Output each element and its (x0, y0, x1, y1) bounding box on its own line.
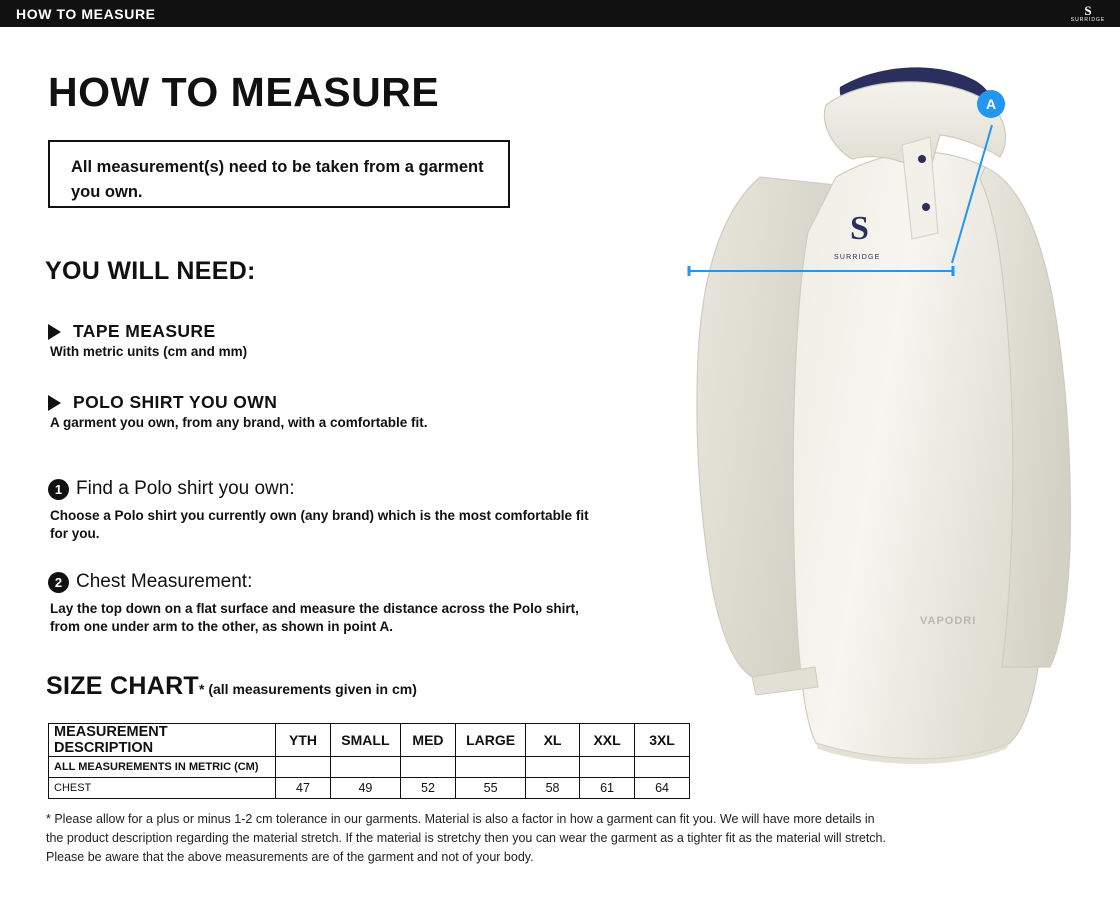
need-item-sub: A garment you own, from any brand, with a comfortable fit. (50, 415, 428, 430)
cell: 61 (580, 778, 635, 799)
callout-leader-line (900, 117, 996, 267)
step-body: Lay the top down on a flat surface and measure the distance across the Polo shirt, from one under arm to the other, as shown in point A. (50, 601, 579, 634)
cell (275, 757, 330, 778)
cell (526, 757, 580, 778)
column-header-3xl: 3XL (635, 724, 690, 757)
polo-shirt-illustration (640, 27, 1120, 913)
triangle-bullet-icon (48, 395, 61, 411)
svg-text:SURRIDGE: SURRIDGE (834, 254, 881, 261)
top-bar-title: HOW TO MEASURE (16, 6, 156, 22)
column-header-xxl: XXL (580, 724, 635, 757)
table-header-row (49, 724, 690, 757)
need-item-label: POLO SHIRT YOU OWN (73, 392, 278, 412)
column-header-small: SMALL (331, 724, 401, 757)
row-label: CHEST (49, 778, 276, 799)
cell: 49 (331, 778, 401, 799)
page-title: HOW TO MEASURE (48, 69, 440, 115)
footnote-text: * Please allow for a plus or minus 1-2 cm tolerance in our garments. Material is also a factor in how a garment can fit you. We will have more details in the product description regarding the material stretch. If the material is stretchy then you can wear the garment as a tighter fit as the material will stretch. Please be aware that the above measurements are of the garment and not of your body. (46, 812, 886, 864)
notice-box (48, 140, 510, 208)
step-heading: Chest Measurement: (76, 571, 253, 592)
cell: 55 (456, 778, 526, 799)
cell: 52 (400, 778, 455, 799)
size-chart-subtitle: * (all measurements given in cm) (199, 681, 417, 697)
step-heading: Find a Polo shirt you own: (76, 478, 295, 499)
column-header-yth: YTH (275, 724, 330, 757)
column-header-med: MED (400, 724, 455, 757)
product-image-panel (640, 27, 1120, 913)
table-row (49, 778, 690, 799)
size-chart-table (48, 723, 690, 799)
top-bar (0, 0, 1120, 27)
cell (331, 757, 401, 778)
step-body: Choose a Polo shirt you currently own (any brand) which is the most comfortable fit for you. (50, 508, 589, 541)
brand-wordmark: SURRIDGE (1070, 16, 1106, 23)
cell (456, 757, 526, 778)
step-number-badge: 2 (48, 572, 69, 593)
size-chart-heading (46, 672, 417, 701)
need-item-label: TAPE MEASURE (73, 321, 216, 341)
column-header-xl: XL (526, 724, 580, 757)
cell: 47 (275, 778, 330, 799)
triangle-bullet-icon (48, 324, 61, 340)
callout-badge-a: A (977, 90, 1005, 118)
cell: 58 (526, 778, 580, 799)
cell: 64 (635, 778, 690, 799)
chest-measurement-line (685, 266, 957, 276)
need-item-sub: With metric units (cm and mm) (50, 344, 248, 359)
table-row (49, 757, 690, 778)
step-number-badge: 1 (48, 479, 69, 500)
svg-text:S: S (850, 210, 869, 247)
brand-logo (1066, 2, 1110, 26)
brand-mark: S (1084, 2, 1092, 18)
cell (580, 757, 635, 778)
column-header-description: MEASUREMENT DESCRIPTION (49, 724, 276, 757)
notice-text: All measurement(s) need to be taken from a garment you own. (71, 158, 484, 201)
row-label: ALL MEASUREMENTS IN METRIC (CM) (49, 757, 276, 778)
column-header-large: LARGE (456, 724, 526, 757)
cell (400, 757, 455, 778)
you-will-need-heading: YOU WILL NEED: (45, 257, 256, 285)
size-chart-title: SIZE CHART (46, 672, 199, 700)
tech-wordmark: VAPODRI (920, 615, 977, 627)
